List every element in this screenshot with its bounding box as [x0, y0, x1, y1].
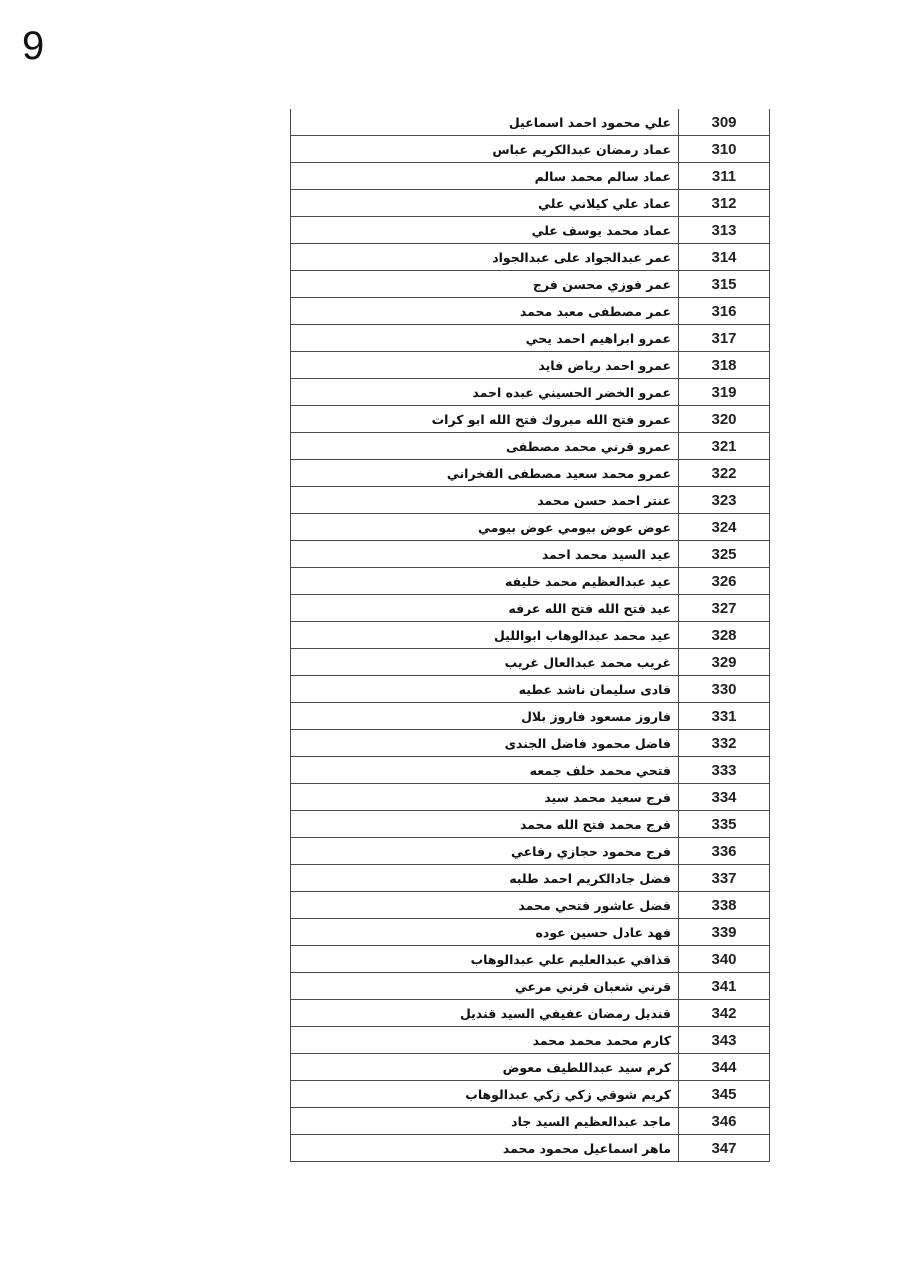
row-number: 323: [679, 487, 770, 514]
person-name: غريب محمد عبدالعال غريب: [291, 649, 679, 676]
person-name: عمر عبدالجواد على عبدالجواد: [291, 244, 679, 271]
row-number: 315: [679, 271, 770, 298]
table-row: [291, 865, 770, 892]
person-name: كارم محمد محمد محمد: [291, 1027, 679, 1054]
row-number: 330: [679, 676, 770, 703]
row-number: 328: [679, 622, 770, 649]
row-number: 343: [679, 1027, 770, 1054]
person-name: عماد سالم محمد سالم: [291, 163, 679, 190]
row-number: 340: [679, 946, 770, 973]
table-row: [291, 811, 770, 838]
person-name: فاضل محمود فاضل الجندى: [291, 730, 679, 757]
row-number: 337: [679, 865, 770, 892]
row-number: 332: [679, 730, 770, 757]
table-row: [291, 460, 770, 487]
person-name: قنديل رمضان عفيفي السيد قنديل: [291, 1000, 679, 1027]
table-row: [291, 676, 770, 703]
row-number: 319: [679, 379, 770, 406]
person-name: عيد محمد عبدالوهاب ابوالليل: [291, 622, 679, 649]
table-row: [291, 136, 770, 163]
row-number: 320: [679, 406, 770, 433]
person-name: عمر مصطفى معبد محمد: [291, 298, 679, 325]
row-number: 314: [679, 244, 770, 271]
row-number: 322: [679, 460, 770, 487]
table-row: [291, 838, 770, 865]
table-row: [291, 190, 770, 217]
table-row: [291, 1054, 770, 1081]
row-number: 311: [679, 163, 770, 190]
table-row: [291, 1081, 770, 1108]
row-number: 333: [679, 757, 770, 784]
person-name: كرم سيد عبداللطيف معوض: [291, 1054, 679, 1081]
table-row: [291, 217, 770, 244]
row-number: 344: [679, 1054, 770, 1081]
table-row: [291, 352, 770, 379]
table-row: [291, 757, 770, 784]
table-row: [291, 298, 770, 325]
row-number: 310: [679, 136, 770, 163]
table-row: [291, 946, 770, 973]
table-row: [291, 541, 770, 568]
row-number: 309: [679, 109, 770, 136]
person-name: عنتر احمد حسن محمد: [291, 487, 679, 514]
person-name: فاروز مسعود فاروز بلال: [291, 703, 679, 730]
person-name: عماد علي كيلاني علي: [291, 190, 679, 217]
table-row: [291, 595, 770, 622]
person-name: عماد رمضان عبدالكريم عباس: [291, 136, 679, 163]
table-row: [291, 244, 770, 271]
person-name: ماهر اسماعيل محمود محمد: [291, 1135, 679, 1162]
table-row: [291, 406, 770, 433]
table-row: [291, 703, 770, 730]
row-number: 312: [679, 190, 770, 217]
person-name: عيد السيد محمد احمد: [291, 541, 679, 568]
row-number: 313: [679, 217, 770, 244]
person-name: عمرو محمد سعيد مصطفى الفخراني: [291, 460, 679, 487]
row-number: 318: [679, 352, 770, 379]
person-name: عمرو الخضر الحسيني عبده احمد: [291, 379, 679, 406]
person-name: عمر فوزي محسن فرج: [291, 271, 679, 298]
table-row: [291, 784, 770, 811]
row-number: 316: [679, 298, 770, 325]
table-row: [291, 919, 770, 946]
row-number: 324: [679, 514, 770, 541]
page-number: 9: [22, 24, 45, 68]
row-number: 329: [679, 649, 770, 676]
names-table: [290, 109, 770, 1162]
row-number: 327: [679, 595, 770, 622]
table-row: [291, 568, 770, 595]
person-name: عمرو احمد رياض فايد: [291, 352, 679, 379]
table-row: [291, 163, 770, 190]
person-name: فرج محمد فتح الله محمد: [291, 811, 679, 838]
table-row: [291, 487, 770, 514]
table-row: [291, 379, 770, 406]
row-number: 334: [679, 784, 770, 811]
row-number: 335: [679, 811, 770, 838]
person-name: عوض عوض بيومي عوض بيومي: [291, 514, 679, 541]
person-name: عيد فتح الله فتح الله عرفه: [291, 595, 679, 622]
person-name: عيد عبدالعظيم محمد خليفه: [291, 568, 679, 595]
person-name: كريم شوقي زكي زكي عبدالوهاب: [291, 1081, 679, 1108]
table-row: [291, 271, 770, 298]
person-name: عمرو ابراهيم احمد يحي: [291, 325, 679, 352]
table-row: [291, 1027, 770, 1054]
row-number: 317: [679, 325, 770, 352]
person-name: فهد عادل حسين عوده: [291, 919, 679, 946]
person-name: قرني شعبان قرني مرعي: [291, 973, 679, 1000]
row-number: 346: [679, 1108, 770, 1135]
row-number: 341: [679, 973, 770, 1000]
table-row: [291, 1000, 770, 1027]
table-row: [291, 892, 770, 919]
table-row: [291, 1135, 770, 1162]
row-number: 347: [679, 1135, 770, 1162]
person-name: فتحي محمد خلف جمعه: [291, 757, 679, 784]
row-number: 326: [679, 568, 770, 595]
names-table-body: [291, 109, 770, 1162]
row-number: 338: [679, 892, 770, 919]
row-number: 342: [679, 1000, 770, 1027]
row-number: 325: [679, 541, 770, 568]
person-name: فادى سليمان ناشد عطيه: [291, 676, 679, 703]
table-row: [291, 514, 770, 541]
table-row: [291, 973, 770, 1000]
row-number: 339: [679, 919, 770, 946]
table-row: [291, 649, 770, 676]
person-name: قذافي عبدالعليم علي عبدالوهاب: [291, 946, 679, 973]
row-number: 336: [679, 838, 770, 865]
person-name: ماجد عبدالعظيم السيد جاد: [291, 1108, 679, 1135]
person-name: فرج سعيد محمد سيد: [291, 784, 679, 811]
row-number: 331: [679, 703, 770, 730]
table-row: [291, 109, 770, 136]
table-row: [291, 622, 770, 649]
person-name: عمرو قرني محمد مصطفى: [291, 433, 679, 460]
person-name: فضل جادالكريم احمد طلبه: [291, 865, 679, 892]
table-row: [291, 325, 770, 352]
table-row: [291, 730, 770, 757]
table-row: [291, 433, 770, 460]
row-number: 321: [679, 433, 770, 460]
person-name: عماد محمد يوسف علي: [291, 217, 679, 244]
table-row: [291, 1108, 770, 1135]
person-name: علي محمود احمد اسماعيل: [291, 109, 679, 136]
person-name: عمرو فتح الله مبروك فتح الله ابو كرات: [291, 406, 679, 433]
person-name: فضل عاشور فتحي محمد: [291, 892, 679, 919]
person-name: فرج محمود حجازي رفاعي: [291, 838, 679, 865]
row-number: 345: [679, 1081, 770, 1108]
